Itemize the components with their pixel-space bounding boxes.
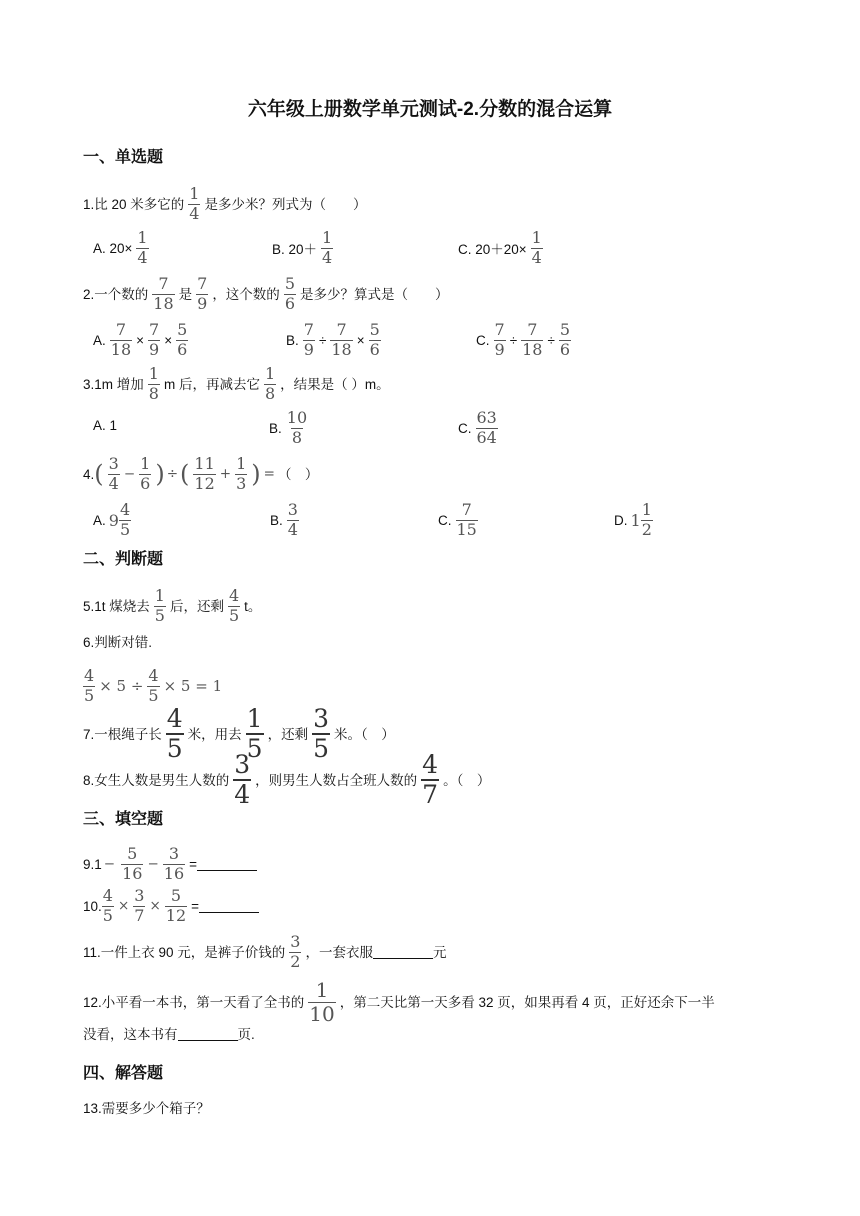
question-9 xyxy=(83,846,257,883)
text-span: 后，还剩 xyxy=(169,598,224,614)
denominator: 9 xyxy=(494,339,505,359)
text-span: A. xyxy=(93,512,106,528)
fraction xyxy=(641,502,653,539)
fraction xyxy=(147,668,159,705)
text-span: ) xyxy=(251,460,261,489)
denominator: 64 xyxy=(476,427,497,447)
denominator: 4 xyxy=(137,247,148,267)
fraction xyxy=(303,322,315,359)
numerator: 7 xyxy=(197,274,208,293)
denominator: 18 xyxy=(153,293,174,313)
text-span: × xyxy=(149,897,161,914)
q1-text-pre: 1.比 20 米多它的 xyxy=(83,196,185,212)
fraction xyxy=(139,456,151,493)
text-span: 13.需要多少个箱子？ xyxy=(83,1101,210,1116)
fraction xyxy=(228,588,240,625)
text-span: 8.女生人数是男生人数的 xyxy=(83,772,230,788)
numerator: 3 xyxy=(108,454,119,473)
text-span: ( xyxy=(180,460,190,489)
question-5 xyxy=(83,588,261,625)
fraction xyxy=(83,668,95,705)
denominator: 5 xyxy=(313,734,329,764)
fraction xyxy=(108,456,120,493)
fraction xyxy=(102,888,114,925)
numerator: 10 xyxy=(286,408,308,427)
question-3 xyxy=(83,366,390,403)
text-span: = xyxy=(189,856,198,872)
fraction xyxy=(308,980,335,1025)
text-span: 米。（ ） xyxy=(333,726,395,742)
question-12 xyxy=(83,980,715,1025)
q2-fraction-1 xyxy=(152,276,174,313)
text-span: 米，用去 xyxy=(187,726,242,742)
fraction xyxy=(287,502,299,539)
denominator: 4 xyxy=(189,203,200,223)
text-span: ，结果是（ ）m。 xyxy=(280,376,390,392)
denominator: 9 xyxy=(303,339,314,359)
fraction xyxy=(163,846,185,883)
text-span: + xyxy=(219,465,232,482)
text-span: 1 xyxy=(630,510,641,530)
text-span: = xyxy=(263,465,275,482)
fraction xyxy=(110,322,132,359)
denominator: 5 xyxy=(119,519,131,539)
text-span: ，则男生人数占全班人数的 xyxy=(255,772,418,788)
numerator: 7 xyxy=(461,500,472,519)
text-span: ，一套衣服 xyxy=(305,944,373,960)
denominator: 9 xyxy=(149,339,160,359)
denominator: 18 xyxy=(110,339,132,359)
denominator: 5 xyxy=(228,605,240,625)
text-span: A. xyxy=(93,332,106,348)
question-10 xyxy=(83,888,259,925)
text-span: 9.1 xyxy=(83,856,102,872)
denominator: 18 xyxy=(522,339,543,359)
question-8 xyxy=(83,752,490,809)
text-span: − xyxy=(123,465,136,482)
q4-option-d[interactable] xyxy=(614,502,657,539)
q1-option-b-fraction xyxy=(321,230,333,267)
text-span: ÷ xyxy=(547,332,555,348)
numerator: 3 xyxy=(168,844,180,863)
text-span: ，还剩 xyxy=(267,726,309,742)
numerator: 5 xyxy=(177,320,188,339)
denominator: 5 xyxy=(166,734,183,764)
numerator: 4 xyxy=(148,666,159,685)
text-span: B. xyxy=(269,420,282,436)
q1-text-post: 是多少米？列式为（ ） xyxy=(204,196,367,212)
q1-option-c[interactable] xyxy=(458,230,547,267)
fraction xyxy=(421,752,439,809)
denominator: 3 xyxy=(236,473,247,493)
text-span: C. xyxy=(458,420,472,436)
numerator: 63 xyxy=(476,408,497,427)
fraction xyxy=(369,322,381,359)
question-1 xyxy=(83,186,366,223)
q2-option-a[interactable] xyxy=(93,322,192,359)
numerator: 5 xyxy=(127,844,138,863)
denominator: 4 xyxy=(322,247,333,267)
text-span: B. xyxy=(270,512,283,528)
text-span: 11.一件上衣 90 元，是裤子价钱的 xyxy=(83,944,286,960)
text-span: 12.小平看一本书，第一天看了全书的 xyxy=(83,994,305,1010)
denominator: 10 xyxy=(309,1002,335,1026)
denominator: 6 xyxy=(284,293,295,313)
numerator: 7 xyxy=(527,320,538,339)
text-span: ) xyxy=(155,460,165,489)
denominator: 16 xyxy=(122,863,143,883)
numerator: 1 xyxy=(137,228,148,247)
numerator: 1 xyxy=(189,184,200,203)
denominator: 9 xyxy=(197,293,208,313)
text-span: 7.一根绳子长 xyxy=(83,726,162,742)
text-span: = xyxy=(191,898,200,914)
numerator: 5 xyxy=(559,320,571,339)
numerator: 7 xyxy=(115,320,127,339)
fraction xyxy=(121,846,143,883)
text-span: × 5 ÷ xyxy=(99,676,144,695)
numerator: 1 xyxy=(154,586,165,605)
text-span: × xyxy=(164,332,173,348)
denominator: 5 xyxy=(148,685,159,705)
numerator: 7 xyxy=(158,274,169,293)
text-span: ( xyxy=(94,460,104,489)
text-span: B. xyxy=(286,332,299,348)
text-span: 是多少？算式是（ ） xyxy=(300,286,449,302)
numerator: 1 xyxy=(246,704,263,733)
numerator: 1 xyxy=(148,364,159,383)
text-span: t。 xyxy=(244,598,262,614)
numerator: 4 xyxy=(102,886,113,905)
text-span: ，这个数的 xyxy=(212,286,280,302)
text-span: C. xyxy=(438,512,452,528)
text-span: A. 1 xyxy=(93,418,118,433)
q3-option-c[interactable] xyxy=(458,410,502,447)
text-span: 元 xyxy=(432,944,447,960)
text-span: ÷ xyxy=(166,465,179,482)
text-span: ，第二天比第一天多看 32 页，如果再看 4 页，正好还余下一半 xyxy=(339,994,715,1010)
question-12-line-2 xyxy=(83,1028,255,1042)
denominator: 4 xyxy=(234,780,251,810)
section-heading-fill-blank: 三、填空题 xyxy=(83,811,164,828)
q3-fraction-2 xyxy=(264,366,276,403)
text-span: × xyxy=(356,332,365,348)
fraction xyxy=(476,410,498,447)
q1-option-a-fraction xyxy=(136,230,148,267)
q4-option-b[interactable] xyxy=(270,502,303,539)
text-span: 没看，这本书有 xyxy=(83,1027,178,1042)
numerator: 5 xyxy=(170,886,182,905)
text-span: × xyxy=(136,332,145,348)
numerator: 4 xyxy=(228,586,240,605)
text-span: 6.判断对错. xyxy=(83,635,153,650)
denominator: 4 xyxy=(108,473,119,493)
fraction xyxy=(193,456,215,493)
question-11 xyxy=(83,934,446,971)
text-span: m 后，再减去它 xyxy=(163,376,260,392)
q1-option-b[interactable] xyxy=(272,230,337,267)
numerator: 5 xyxy=(284,274,295,293)
fraction xyxy=(521,322,543,359)
fraction xyxy=(148,322,160,359)
q3-option-b[interactable] xyxy=(269,410,312,447)
question-2 xyxy=(83,276,449,313)
denominator: 15 xyxy=(456,519,477,539)
denominator: 16 xyxy=(163,863,185,883)
q1-option-a[interactable] xyxy=(93,230,153,267)
text-span: 3.1m 增加 xyxy=(83,376,144,392)
text-span: C. 20＋20× xyxy=(458,242,527,258)
fraction xyxy=(559,322,571,359)
fraction xyxy=(233,752,251,809)
denominator: 8 xyxy=(264,383,276,403)
question-6-expression xyxy=(83,668,222,705)
fraction xyxy=(330,322,352,359)
fraction xyxy=(286,410,308,447)
fraction xyxy=(494,322,506,359)
question-4 xyxy=(83,456,318,493)
denominator: 12 xyxy=(194,473,215,493)
q12-answer-blank[interactable] xyxy=(178,1028,238,1041)
denominator: 7 xyxy=(134,905,145,925)
page-title: 六年级上册数学单元测试-2.分数的混合运算 xyxy=(247,99,613,120)
q2-option-b[interactable] xyxy=(286,322,385,359)
text-span: C. xyxy=(476,332,490,348)
numerator: 1 xyxy=(264,364,276,383)
numerator: 7 xyxy=(303,320,314,339)
text-span: 9 xyxy=(108,510,119,530)
section-heading-single-choice: 一、单选题 xyxy=(83,149,164,166)
q10-answer-blank[interactable] xyxy=(199,900,259,913)
numerator: 4 xyxy=(119,500,131,519)
denominator: 12 xyxy=(165,905,187,925)
text-span: ÷ xyxy=(318,332,327,348)
text-span: 2.一个数的 xyxy=(83,286,149,302)
q3-fraction-1 xyxy=(148,366,160,403)
q2-fraction-2 xyxy=(196,276,208,313)
denominator: 5 xyxy=(246,734,263,764)
denominator: 2 xyxy=(290,951,301,971)
text-span: 4. xyxy=(83,466,95,482)
denominator: 4 xyxy=(287,519,298,539)
denominator: 5 xyxy=(154,605,165,625)
text-span: ÷ xyxy=(509,332,518,348)
fraction xyxy=(289,934,301,971)
denominator: 6 xyxy=(369,339,380,359)
text-span: − xyxy=(147,855,159,872)
q11-answer-blank[interactable] xyxy=(373,946,433,959)
text-span: − xyxy=(103,855,116,872)
q3-option-a[interactable] xyxy=(93,418,117,433)
denominator: 8 xyxy=(291,427,303,447)
text-span: 10. xyxy=(83,898,102,914)
numerator: 1 xyxy=(140,454,151,473)
denominator: 5 xyxy=(84,685,95,705)
text-span: 5.1t 煤烧去 xyxy=(83,598,150,614)
fraction xyxy=(154,588,166,625)
numerator: 3 xyxy=(290,932,301,951)
text-span: D. xyxy=(614,512,628,528)
numerator: 1 xyxy=(236,454,247,473)
denominator: 18 xyxy=(331,339,352,359)
q2-fraction-3 xyxy=(284,276,296,313)
numerator: 3 xyxy=(134,886,145,905)
numerator: 4 xyxy=(166,704,183,733)
text-span: 是 xyxy=(178,286,193,302)
q4-option-c[interactable] xyxy=(438,502,482,539)
fraction xyxy=(119,502,131,539)
numerator: 3 xyxy=(234,750,251,779)
numerator: 4 xyxy=(84,666,95,685)
numerator: 7 xyxy=(336,320,347,339)
text-span: B. 20＋ xyxy=(272,242,318,258)
denominator: 8 xyxy=(148,383,159,403)
fraction xyxy=(235,456,247,493)
text-span: × 5 = 1 xyxy=(163,676,223,695)
text-span: A. 20× xyxy=(93,240,133,256)
numerator: 7 xyxy=(494,320,505,339)
q4-option-a[interactable] xyxy=(93,502,135,539)
section-heading-true-false: 二、判断题 xyxy=(83,551,164,568)
numerator: 4 xyxy=(422,750,439,779)
q1-fraction xyxy=(188,186,200,223)
numerator: 11 xyxy=(194,454,215,473)
section-heading-solve: 四、解答题 xyxy=(83,1065,164,1082)
q2-option-c[interactable] xyxy=(476,322,575,359)
numerator: 3 xyxy=(313,704,329,733)
fraction xyxy=(176,322,188,359)
text-span: 页. xyxy=(237,1027,255,1042)
fraction xyxy=(456,502,478,539)
text-span: × xyxy=(117,897,130,914)
denominator: 2 xyxy=(641,519,652,539)
denominator: 6 xyxy=(559,339,571,359)
numerator: 7 xyxy=(149,320,160,339)
denominator: 6 xyxy=(140,473,151,493)
q1-option-c-fraction xyxy=(531,230,543,267)
denominator: 5 xyxy=(102,905,113,925)
numerator: 1 xyxy=(315,978,329,1002)
text-span: （ ） xyxy=(277,466,319,482)
numerator: 3 xyxy=(287,500,298,519)
denominator: 4 xyxy=(531,247,542,267)
numerator: 1 xyxy=(531,228,542,247)
numerator: 1 xyxy=(322,228,333,247)
fraction xyxy=(165,888,187,925)
question-6 xyxy=(83,636,152,650)
fraction xyxy=(133,888,145,925)
q9-answer-blank[interactable] xyxy=(197,858,257,871)
question-13 xyxy=(83,1102,210,1116)
denominator: 6 xyxy=(177,339,188,359)
numerator: 1 xyxy=(641,500,652,519)
text-span: 。（ ） xyxy=(443,772,491,788)
numerator: 5 xyxy=(369,320,380,339)
denominator: 7 xyxy=(422,780,439,810)
